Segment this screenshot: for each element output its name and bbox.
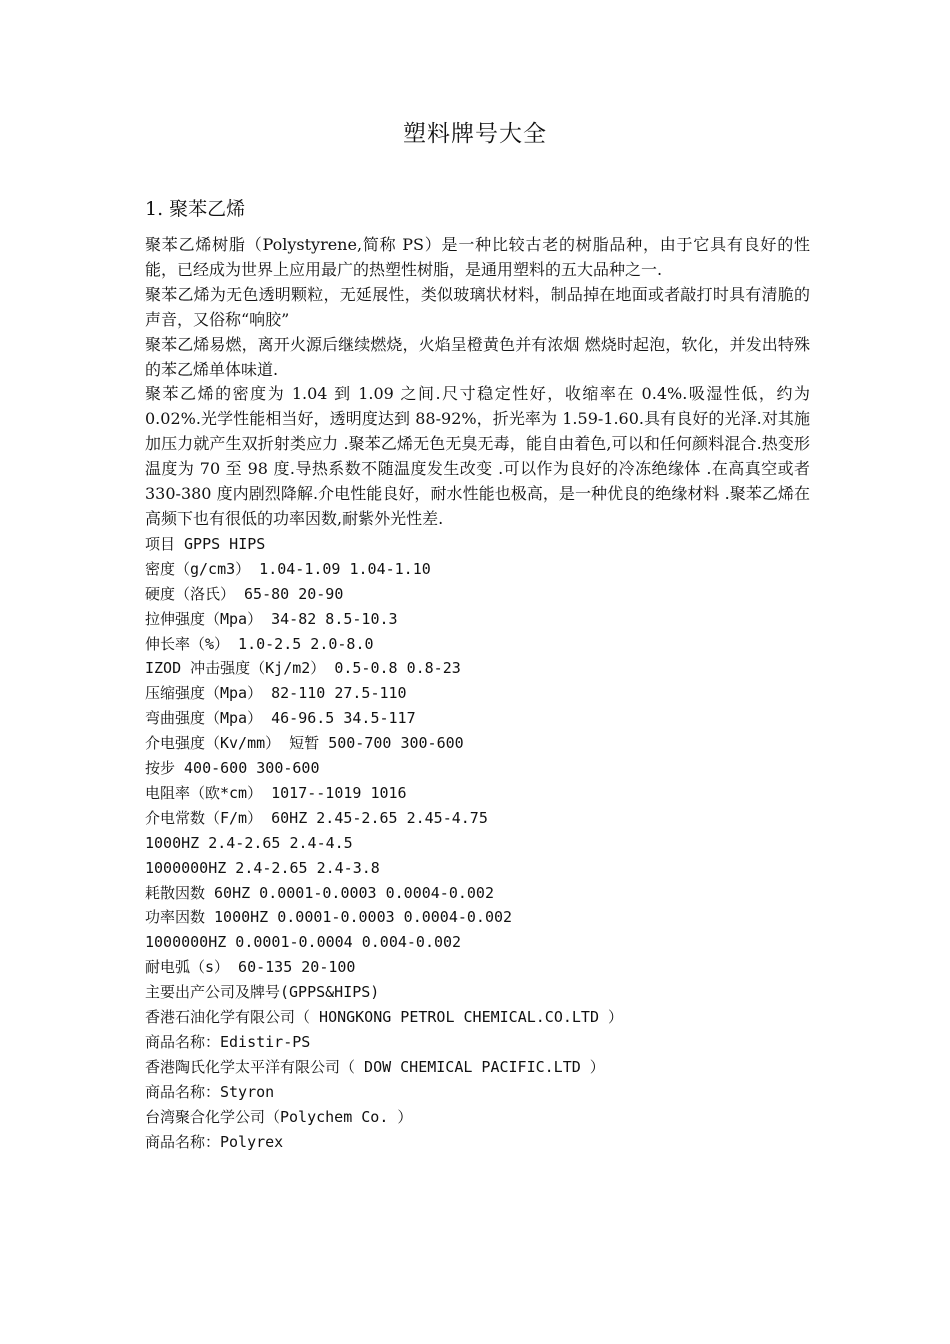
company-line: 台湾聚合化学公司（Polychem Co. ）: [145, 1107, 413, 1126]
trade-name-line: 商品名称：Styron: [145, 1082, 275, 1101]
property-line: 按步 400-600 300-600: [145, 759, 320, 778]
property-line: 密度（g/cm3） 1.04-1.09 1.04-1.10: [145, 559, 431, 578]
property-line: 1000HZ 2.4-2.65 2.4-4.5: [145, 833, 353, 852]
property-line: 硬度（洛氏） 65-80 20-90: [145, 584, 344, 603]
property-line: 1000000HZ 2.4-2.65 2.4-3.8: [145, 858, 380, 877]
property-line: 弯曲强度（Mpa） 46-96.5 34.5-117: [145, 709, 416, 728]
company-line: 香港陶氏化学太平洋有限公司（ DOW CHEMICAL PACIFIC.LTD ）: [145, 1057, 605, 1076]
paragraph: 聚苯乙烯易燃，离开火源后继续燃烧，火焰呈橙黄色并有浓烟 燃烧时起泡，软化，并发出特殊的苯乙烯单体味道.: [145, 334, 810, 379]
property-line: 电阻率（欧*cm） 1017--1019 1016: [145, 783, 407, 802]
property-line: 介电强度（Kv/mm） 短暂 500-700 300-600: [145, 734, 464, 753]
property-line: 伸长率（%） 1.0-2.5 2.0-8.0: [145, 634, 374, 653]
company-line: 香港石油化学有限公司（ HONGKONG PETROL CHEMICAL.CO.LTD ）: [145, 1008, 624, 1027]
property-line: 介电常数（F/m） 60HZ 2.45-2.65 2.45-4.75: [145, 808, 488, 827]
body-text: [145, 233, 810, 1155]
property-line: IZOD 冲击强度（Kj/m2） 0.5-0.8 0.8-23: [145, 659, 461, 678]
property-line: 功率因数 1000HZ 0.0001-0.0003 0.0004-0.002: [145, 908, 513, 927]
property-line: 耗散因数 60HZ 0.0001-0.0003 0.0004-0.002: [145, 883, 494, 902]
trade-name-line: 商品名称：Polyrex: [145, 1132, 284, 1151]
manufacturers-heading: 主要出产公司及牌号(GPPS&HIPS): [145, 983, 380, 1002]
paragraph: 聚苯乙烯的密度为 1.04 到 1.09 之间.尺寸稳定性好，收缩率在 0.4%.吸湿性低，约为 0.02%.光学性能相当好，透明度达到 88-92%，折光率为 1.59-1.60.具有良好的光泽.对其施加压力就产生双折射类应力 .聚苯乙烯无色无臭无毒，能自由着色,可以和任何颜料混合.热变形温度为 70 至 98 度.导热系数不随温度发生改变 .可以作为良好的冷冻绝缘体 .在高真空或者 330-380 度内剧烈降解.介电性能良好，耐水性能也极高，是一种优良的绝缘材料 .聚苯乙烯在高频下也有很低的功率因数,耐紫外光性差.: [145, 384, 810, 528]
property-line: 1000000HZ 0.0001-0.0004 0.004-0.002: [145, 933, 462, 952]
property-line: 拉伸强度（Mpa） 34-82 8.5-10.3: [145, 609, 398, 628]
paragraph: 聚苯乙烯树脂（Polystyrene,简称 PS）是一种比较古老的树脂品种，由于它具有良好的性能，已经成为世界上应用最广的热塑性树脂，是通用塑料的五大品种之一.: [145, 235, 810, 279]
property-line: 耐电弧（s） 60-135 20-100: [145, 958, 356, 977]
document-title: 塑料牌号大全: [403, 121, 547, 147]
paragraph: 聚苯乙烯为无色透明颗粒，无延展性，类似玻璃状材料，制品掉在地面或者敲打时具有清脆的声音，又俗称“响胶”: [145, 284, 810, 329]
property-line: 压缩强度（Mpa） 82-110 27.5-110: [145, 684, 407, 703]
trade-name-line: 商品名称：Edistir-PS: [145, 1033, 311, 1051]
section-heading: 1. 聚苯乙烯: [145, 198, 246, 220]
property-header-line: 项目 GPPS HIPS: [145, 534, 266, 553]
